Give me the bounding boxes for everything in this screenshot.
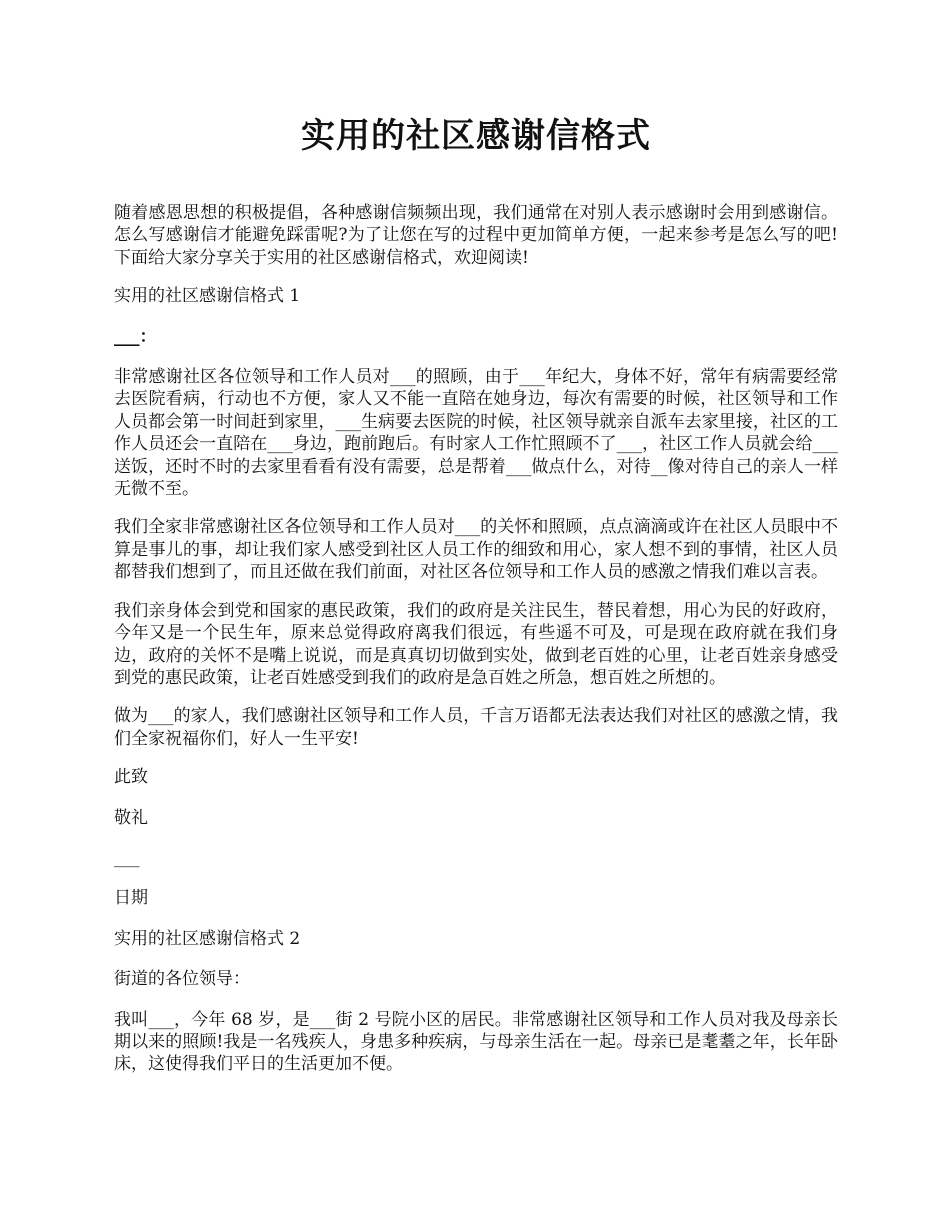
section-2-paragraph-1: 我叫___，今年 68 岁，是___街 2 号院小区的居民。非常感谢社区领导和工作人员对我及母亲长期以来的照顾!我是一名残疾人，身患多种疾病，与母亲生活在一起。母亲已是耄耋之年，长年卧床，这使得我们平日的生活更加不便。 [114,1009,838,1075]
section-2-greeting: 街道的各位领导： [114,969,250,990]
signature-line: ___ [114,847,140,868]
section-2-heading: 实用的社区感谢信格式 2 [114,928,301,949]
section-1-greeting: ___： [114,326,157,347]
section-1-paragraph-3: 我们亲身体会到党和国家的惠民政策，我们的政府是关注民生，替民着想，用心为民的好政府，今年又是一个民生年，原来总觉得政府离我们很远，有些遥不可及，可是现在政府就在我们身边，政府的关怀不是嘴上说说，而是真真切切做到实处，做到老百姓的心里，让老百姓亲身感受到党的惠民政策，让老百姓感受到我们的政府是急百姓之所急，想百姓之所想的。 [114,600,838,688]
closing-line-1: 此致 [114,767,148,788]
section-1-heading: 实用的社区感谢信格式 1 [114,286,301,307]
date-line: 日期 [114,888,148,909]
section-1-paragraph-1: 非常感谢社区各位领导和工作人员对___的照顾，由于___年纪大，身体不好，常年有病需要经常去医院看病，行动也不方便，家人又不能一直陪在她身边，每次有需要的时候，社区领导和工作人员都会第一时间赶到家里，___生病要去医院的时候，社区领导就亲自派车去家里接，社区的工作人员还会一直陪在___身边，跑前跑后。有时家人工作忙照顾不了___，社区工作人员就会给___送饭，还时不时的去家里看看有没有需要，总是帮着___做点什么，对待__像对待自己的亲人一样无微不至。 [114,367,838,500]
closing-line-2: 敬礼 [114,807,148,828]
document-title: 实用的社区感谢信格式 [301,116,651,156]
intro-paragraph: 随着感恩思想的积极提倡，各种感谢信频频出现，我们通常在对别人表示感谢时会用到感谢信。怎么写感谢信才能避免踩雷呢?为了让您在写的过程中更加简单方便，一起来参考是怎么写的吧!下面给大家分享关于实用的社区感谢信格式，欢迎阅读! [114,203,838,268]
section-1-paragraph-4: 做为___的家人，我们感谢社区领导和工作人员，千言万语都无法表达我们对社区的感激之情，我们全家祝福你们，好人一生平安! [114,706,838,749]
document-page [114,112,838,1092]
section-1-paragraph-2: 我们全家非常感谢社区各位领导和工作人员对___的关怀和照顾，点点滴滴或许在社区人员眼中不算是事儿的事，却让我们家人感受到社区人员工作的细致和用心，家人想不到的事情，社区人员都替我们想到了，而且还做在我们前面，对社区各位领导和工作人员的感激之情我们难以言表。 [114,517,838,583]
